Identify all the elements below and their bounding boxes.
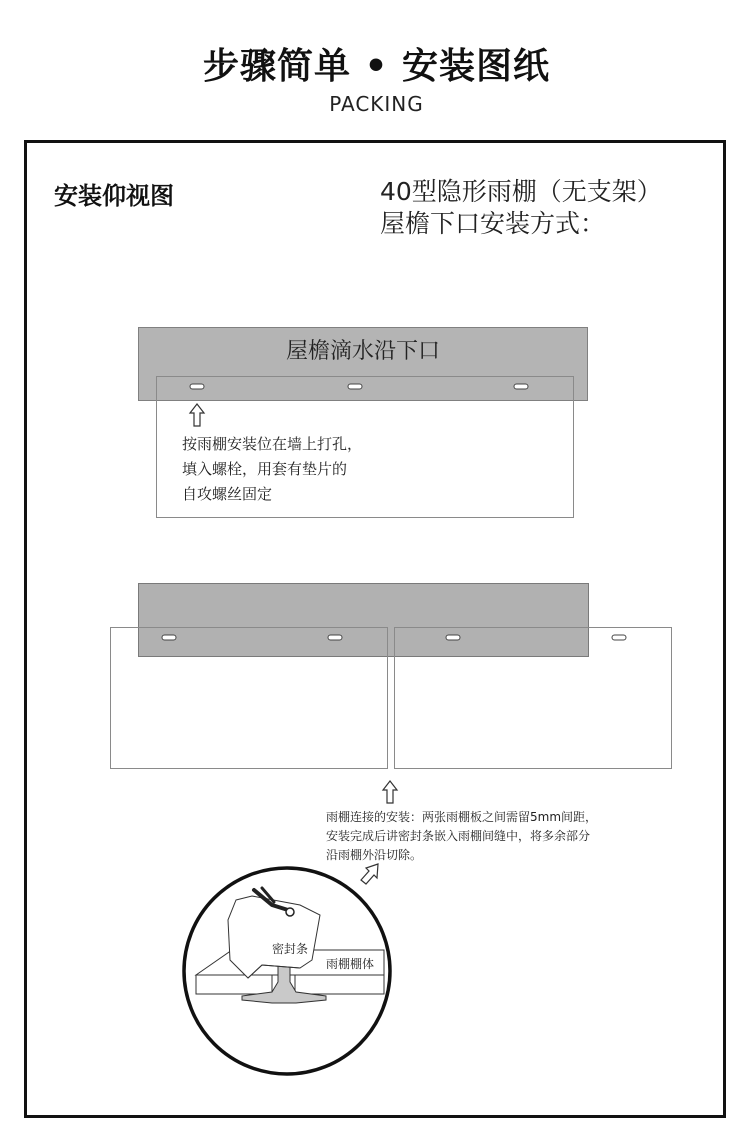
- mounting-slot: [514, 384, 528, 389]
- page-subtitle: PACKING: [329, 92, 424, 116]
- panel-slab-right: [295, 975, 384, 994]
- model-title-line1: 40型隐形雨棚（无支架）: [380, 177, 662, 206]
- eave-label: 屋檐滴水沿下口: [285, 339, 440, 364]
- step1-note-line: 自攻螺丝固定: [182, 485, 273, 503]
- up-arrow-icon: [383, 781, 397, 803]
- cord-knot: [286, 908, 294, 916]
- view-label: 安装仰视图: [54, 182, 174, 210]
- panel-slab-left: [196, 975, 272, 994]
- panel-body-label: 雨棚棚体: [326, 957, 375, 971]
- model-title-line2: 屋檐下口安装方式：: [380, 209, 606, 238]
- diagonal-arrow-icon: [361, 864, 378, 884]
- mounting-slot: [446, 635, 460, 640]
- step1-note: [182, 432, 362, 507]
- mounting-slot: [328, 635, 342, 640]
- step2-note-line: 安装完成后讲密封条嵌入雨棚间缝中，将多余部分: [326, 829, 591, 843]
- mounting-slot: [612, 635, 626, 640]
- step2-note-line: 雨棚连接的安装：两张雨棚板之间需留5mm间距，: [326, 810, 598, 824]
- up-arrow-icon: [190, 404, 204, 426]
- step2-note: [326, 808, 597, 865]
- seal-strip-label: 密封条: [272, 942, 309, 956]
- step2-note-line: 沿雨棚外沿切除。: [326, 848, 423, 862]
- mounting-slot: [348, 384, 362, 389]
- step1-note-line: 填入螺栓，用套有垫片的: [182, 460, 348, 478]
- step1-note-line: 按雨棚安装位在墙上打孔，: [182, 435, 363, 453]
- page-title: 步骤简单 • 安装图纸: [202, 46, 551, 87]
- mounting-slot: [162, 635, 176, 640]
- mounting-slot: [190, 384, 204, 389]
